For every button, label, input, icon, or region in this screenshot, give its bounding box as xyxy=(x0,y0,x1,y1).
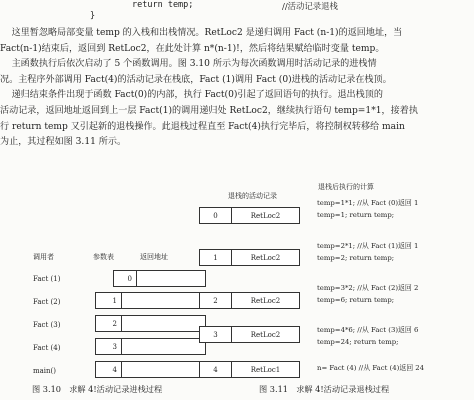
fig310-record xyxy=(95,338,206,355)
fig310-caller-label: Fact (4) xyxy=(33,344,61,352)
fig310-caller-label: main() xyxy=(33,367,57,375)
fig311-calc-line: temp=4*6; //从 Fact (3)返回 6 xyxy=(317,326,419,334)
fig311-calc-line: temp=1*1; //从 Fact (0)返回 1 xyxy=(317,199,419,207)
fig310-header-caller: 调用者 xyxy=(33,253,54,261)
fig310-caption: 图 3.10 求解 4!活动记录进栈过程 xyxy=(32,384,163,394)
fig311-param-cell: 2 xyxy=(200,293,232,308)
fig310-header-param: 参数表 xyxy=(93,253,114,261)
fig311-param-cell: 3 xyxy=(200,327,232,342)
code-comment: //活动记录退栈 xyxy=(282,1,338,11)
paragraph-line: 主函数执行后依次启动了 5 个函数调用。图 3.10 所示为每次函数调用时活动记录的进栈情 xyxy=(0,59,377,70)
fig311-record xyxy=(199,207,300,224)
fig311-header-right: 退栈后执行的计算 xyxy=(318,183,374,191)
fig311-calc-line: temp=1; return temp; xyxy=(317,211,395,219)
fig310-record xyxy=(113,270,206,287)
fig311-ret-cell: RetLoc2 xyxy=(250,296,281,305)
paragraph-line: 这里暂忽略局部变量 temp 的入栈和出栈情况。RetLoc2 是递归调用 Fact (n-1)的返回地址，当 xyxy=(0,28,403,38)
fig310-record xyxy=(95,315,206,332)
fig311-param-cell: 4 xyxy=(200,362,232,377)
fig311-calc-line: temp=24; return temp; xyxy=(317,338,399,346)
fig310-record xyxy=(95,292,206,309)
fig311-record xyxy=(199,249,300,266)
fig311-calc-line: temp=2*1; //从 Fact (1)返回 1 xyxy=(317,242,419,250)
fig311-record xyxy=(199,326,300,343)
fig310-param-cell: 3 xyxy=(96,339,122,354)
fig311-calc-line: temp=2; return temp; xyxy=(317,254,395,262)
paragraph-line: 递归结束条件出现于函数 Fact(0)的内部，执行 Fact(0)引起了返回语句的执行。退出栈顶的 xyxy=(0,90,383,101)
fig311-ret-cell: RetLoc2 xyxy=(250,330,281,339)
fig311-header-left: 退栈的活动记录 xyxy=(228,192,277,200)
fig311-record xyxy=(199,292,300,309)
fig311-ret-cell: RetLoc2 xyxy=(250,211,281,220)
fig310-caller-label: Fact (2) xyxy=(33,298,61,306)
fig311-ret-cell: RetLoc2 xyxy=(250,253,281,262)
fig311-calc-line: temp=6; return temp; xyxy=(317,296,395,304)
body-text xyxy=(0,26,462,151)
fig311-caption: 图 3.11 求解 4!活动记录退栈过程 xyxy=(259,384,390,394)
fig310-param-cell: 2 xyxy=(96,316,122,331)
paragraph-line: Fact(n-1)结束后，返回到 RetLoc2，在此处计算 n*(n-1)!，然后将结果赋给临时变量 temp。 xyxy=(0,43,385,54)
fig310-record xyxy=(95,361,206,378)
fig311-calc-line: temp=3*2; //从 Fact (2)返回 2 xyxy=(317,284,419,292)
fig311-param-cell: 0 xyxy=(200,208,232,223)
paragraph-line: 况。主程序外部调用 Fact(4)的活动记录在栈底，Fact (1)调用 Fact (0)进栈的活动记录在栈顶。 xyxy=(0,74,392,85)
paragraph-line: 为止，其过程如图 3.11 所示。 xyxy=(0,137,127,148)
fig310-header-ret: 返回地址 xyxy=(140,253,168,261)
paragraph-line: 行 return temp 又引起新的退栈操作。此退栈过程直至 Fact(4)执行完毕后，将控制权转移给 main xyxy=(0,121,405,132)
fig310-param-cell: 4 xyxy=(96,362,122,377)
fig311-record xyxy=(199,361,300,378)
fig310-caller-label: Fact (1) xyxy=(33,275,61,283)
code-brace: } xyxy=(90,11,96,21)
fig311-calc-line: n= Fact (4) //从 Fact (4)返回 24 xyxy=(317,364,425,372)
fig311-param-cell: 1 xyxy=(200,250,232,265)
fig310-param-cell: 0 xyxy=(114,271,137,286)
fig310-caller-label: Fact (3) xyxy=(33,321,61,329)
paragraph-line: 活动记录，返回地址返回到上一层 Fact(1)的调用递归处 RetLoc2，继续执行语句 temp=1*1，接着执 xyxy=(0,105,418,116)
code-return-line: return temp; xyxy=(132,0,194,10)
fig310-param-cell: 1 xyxy=(96,293,122,308)
fig311-ret-cell: RetLoc1 xyxy=(250,365,281,374)
